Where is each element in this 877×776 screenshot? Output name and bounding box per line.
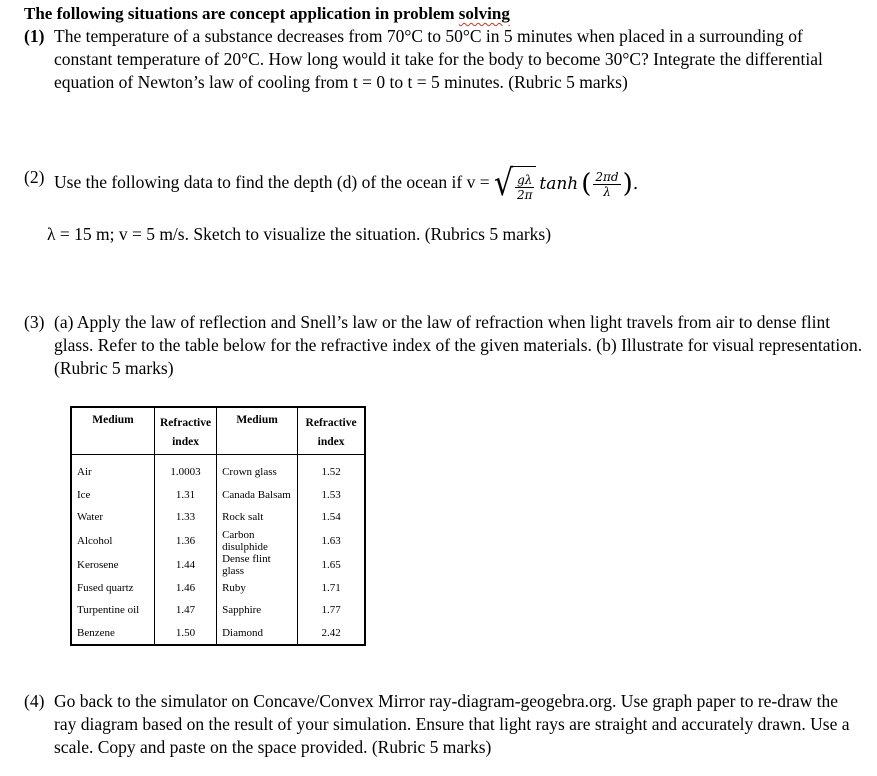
cell-refractive-index: 2.42 [298, 622, 366, 646]
fraction-2pid-lambda [591, 170, 622, 199]
table-row [71, 577, 365, 600]
fraction-numerator: gλ [517, 173, 533, 187]
question-1 [24, 25, 864, 94]
cell-medium: Crown glass [217, 455, 298, 484]
cell-medium: Diamond [217, 622, 298, 646]
cell-medium: Alcohol [77, 534, 113, 547]
table-row [71, 506, 365, 529]
cell-refractive-index: 1.50 [155, 622, 217, 646]
cell-refractive-index: 1.65 [298, 553, 366, 577]
cell-refractive-index: 1.0003 [155, 455, 217, 484]
cell-medium: Carbon disulphide [217, 529, 298, 553]
question-3 [24, 311, 864, 380]
fraction-denominator: λ [603, 184, 611, 199]
table-row [71, 599, 365, 622]
question-3-text: (a) Apply the law of reflection and Snell’s law or the law of refraction when light travels from air to dense flint glass. Refer to the table below for the refractive index of the given materials. (b) Illustrate for visual representation. (Rubric 5 marks) [54, 312, 863, 378]
question-4-number: (4) [24, 691, 45, 711]
page-heading [24, 4, 510, 24]
left-paren: ( [581, 169, 592, 199]
table-row [71, 622, 365, 646]
cell-refractive-index: 1.54 [298, 506, 366, 529]
fraction-numerator: 2πd [595, 169, 619, 184]
fraction-g-lambda [513, 173, 536, 202]
heading-underlined-word: solving [458, 4, 510, 23]
tanh-function: tanh [539, 173, 579, 194]
cell-medium: Water [77, 511, 103, 524]
refractive-index-table [70, 406, 366, 646]
heading-text: The following situations are concept application in problem [24, 4, 459, 23]
cell-medium: Ice [77, 488, 91, 501]
cell-refractive-index: 1.33 [155, 506, 217, 529]
question-2-number: (2) [24, 167, 45, 187]
header-refractive-index-2: Refractive index [298, 407, 366, 455]
question-2-data: λ = 15 m; v = 5 m/s. Sketch to visualize the situation. (Rubrics 5 marks) [47, 224, 552, 244]
question-2-line [24, 162, 864, 205]
table-row [71, 455, 365, 484]
header-medium-2: Medium [217, 407, 298, 455]
cell-refractive-index: 1.44 [155, 553, 217, 577]
cell-medium: Fused quartz [77, 581, 134, 594]
header-refractive-index-1: Refractive index [155, 407, 217, 455]
table-row [71, 484, 365, 507]
cell-medium: Dense flint glass [217, 553, 298, 577]
cell-medium: Ruby [217, 577, 298, 600]
cell-medium: Air [77, 466, 92, 479]
cell-medium: Sapphire [217, 599, 298, 622]
wave-speed-formula [493, 162, 639, 205]
header-medium-1: Medium [71, 407, 155, 455]
cell-refractive-index: 1.31 [155, 484, 217, 507]
question-2-text: Use the following data to find the depth (d) of the ocean if v = [54, 172, 494, 193]
table-header-row [71, 407, 365, 455]
question-4-text: Go back to the simulator on Concave/Convex Mirror ray-diagram-geogebra.org. Use graph paper to re-draw the ray diagram based on the result of your simulation. Ensure that light rays are straight and accurately drawn. Use a scale. Copy and paste on the space provided. (Rubric 5 marks) [54, 691, 850, 757]
cell-refractive-index: 1.71 [298, 577, 366, 600]
cell-refractive-index: 1.63 [298, 529, 366, 553]
cell-refractive-index: 1.36 [155, 529, 217, 553]
cell-medium: Benzene [77, 626, 115, 639]
question-4 [24, 690, 864, 759]
cell-refractive-index: 1.47 [155, 599, 217, 622]
cell-medium: Canada Balsam [217, 484, 298, 507]
cell-medium: Kerosene [77, 558, 119, 571]
right-paren: ) [622, 169, 633, 199]
cell-refractive-index: 1.46 [155, 577, 217, 600]
cell-medium: Turpentine oil [77, 604, 140, 617]
fraction-denominator: 2π [516, 188, 533, 202]
question-3-number: (3) [24, 312, 45, 332]
question-2 [24, 162, 864, 205]
question-1-number: (1) [24, 26, 45, 46]
table-body [71, 455, 365, 646]
question-1-text: The temperature of a substance decreases from 70°C to 50°C in 5 minutes when placed in a surrounding of constant temperature of 20°C. How long would it take for the body to become 30°C? Integrate the differential equation of Newton’s law of cooling from t = 0 to t = 5 minutes. (Rubric 5 marks) [54, 26, 823, 92]
radical-sign: √ [493, 162, 514, 205]
sqrt-term [493, 162, 536, 205]
cell-refractive-index: 1.52 [298, 455, 366, 484]
cell-refractive-index: 1.77 [298, 599, 366, 622]
table-row [71, 529, 365, 553]
table-row [71, 553, 365, 577]
cell-refractive-index: 1.53 [298, 484, 366, 507]
cell-medium: Rock salt [217, 506, 298, 529]
formula-period: . [632, 173, 639, 194]
